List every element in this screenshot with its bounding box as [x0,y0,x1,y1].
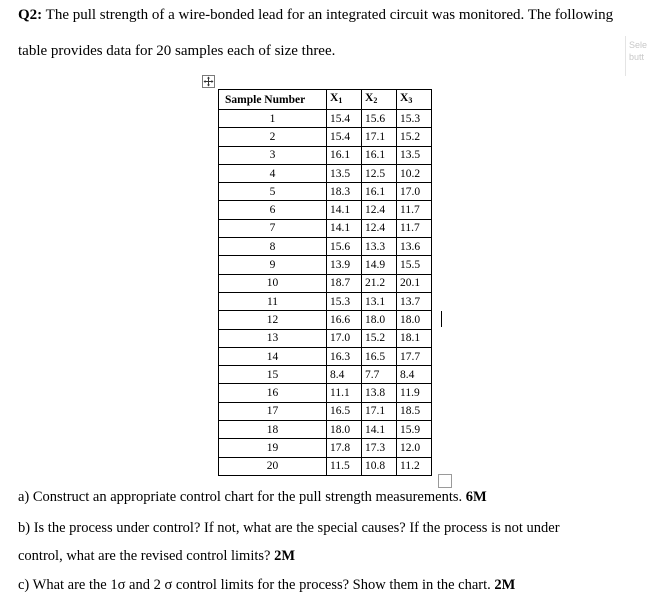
x2-cell: 15.6 [362,110,397,128]
x3-cell: 18.5 [397,402,432,420]
x1-cell: 17.8 [327,439,362,457]
x1-cell: 15.4 [327,128,362,146]
part-b-marks: 2M [274,548,296,564]
sample-number-cell: 13 [219,329,327,347]
x3-cell: 18.1 [397,329,432,347]
table-row [219,164,432,182]
sample-number-cell: 6 [219,201,327,219]
x2-cell: 17.3 [362,439,397,457]
x3-cell: 15.2 [397,128,432,146]
sample-number-cell: 12 [219,311,327,329]
sample-number-cell: 10 [219,274,327,292]
side-hint-line2: butt [629,52,645,62]
part-c [18,576,515,594]
table-row [219,292,432,310]
part-a-marks: 6M [465,489,487,505]
x3-cell: 15.5 [397,256,432,274]
x2-cell: 7.7 [362,366,397,384]
x1-cell: 13.5 [327,164,362,182]
sample-number-cell: 1 [219,110,327,128]
part-a [18,488,487,506]
header-x2-subscript: 2 [373,96,378,105]
x3-cell: 15.9 [397,421,432,439]
table-resize-handle-icon[interactable] [438,474,452,488]
x2-cell: 14.9 [362,256,397,274]
x1-cell: 13.9 [327,256,362,274]
table-row [219,256,432,274]
side-hint-line1: Sele [629,40,647,50]
x1-cell: 16.5 [327,402,362,420]
x3-cell: 11.2 [397,457,432,475]
x1-cell: 18.0 [327,421,362,439]
x3-cell: 11.7 [397,219,432,237]
table-row [219,457,432,475]
x3-cell: 18.0 [397,311,432,329]
header-x3-subscript: 3 [408,96,413,105]
x1-cell: 11.5 [327,457,362,475]
x3-cell: 8.4 [397,366,432,384]
sample-number-cell: 2 [219,128,327,146]
table-row [219,384,432,402]
part-b-line1 [18,519,560,537]
x2-cell: 16.1 [362,146,397,164]
table-row [219,329,432,347]
header-x3 [397,90,432,110]
sample-number-cell: 17 [219,402,327,420]
question-heading-line1 [18,6,613,24]
x1-cell: 16.3 [327,347,362,365]
sample-number-cell: 4 [219,164,327,182]
question-text-line2: table provides data for 20 samples each of size three. [18,43,336,59]
table-row [219,201,432,219]
x1-cell: 14.1 [327,219,362,237]
part-b-text-line1: b) Is the process under control? If not, what are the special causes? If the process is not under [18,520,560,536]
table-row [219,183,432,201]
x2-cell: 13.8 [362,384,397,402]
x3-cell: 12.0 [397,439,432,457]
table-row [219,439,432,457]
part-b-line2 [18,547,295,565]
sample-number-cell: 14 [219,347,327,365]
part-a-text: a) Construct an appropriate control chart for the pull strength measurements. [18,489,466,505]
sample-number-cell: 15 [219,366,327,384]
side-panel-hint [625,36,647,76]
x2-cell: 16.5 [362,347,397,365]
x2-cell: 16.1 [362,183,397,201]
x2-cell: 12.4 [362,201,397,219]
table-row [219,347,432,365]
x1-cell: 16.6 [327,311,362,329]
x1-cell: 8.4 [327,366,362,384]
table-row [219,110,432,128]
x2-cell: 18.0 [362,311,397,329]
x2-cell: 10.8 [362,457,397,475]
x1-cell: 15.4 [327,110,362,128]
header-x1 [327,90,362,110]
question-number: Q2: [18,7,43,23]
x2-cell: 13.1 [362,292,397,310]
x2-cell: 12.4 [362,219,397,237]
question-heading-line2 [18,42,335,60]
x2-cell: 12.5 [362,164,397,182]
header-x3-label: X [400,92,409,104]
sample-number-cell: 18 [219,421,327,439]
x3-cell: 17.0 [397,183,432,201]
x2-cell: 21.2 [362,274,397,292]
x3-cell: 11.9 [397,384,432,402]
table-body [219,110,432,476]
header-x2-label: X [365,92,374,104]
table-move-handle[interactable] [202,75,215,88]
x2-cell: 15.2 [362,329,397,347]
x1-cell: 15.3 [327,292,362,310]
table-header-row [219,90,432,110]
x3-cell: 13.5 [397,146,432,164]
table-row [219,238,432,256]
table-row [219,128,432,146]
part-c-text: c) What are the 1σ and 2 σ control limits for the process? Show them in the chart. [18,577,495,593]
sample-number-cell: 11 [219,292,327,310]
x2-cell: 17.1 [362,402,397,420]
x3-cell: 13.6 [397,238,432,256]
x3-cell: 20.1 [397,274,432,292]
x1-cell: 15.6 [327,238,362,256]
sample-number-cell: 8 [219,238,327,256]
header-x1-subscript: 1 [338,96,343,105]
x1-cell: 18.3 [327,183,362,201]
sample-number-cell: 19 [219,439,327,457]
question-text-line1: The pull strength of a wire-bonded lead for an integrated circuit was monitored. The following [42,7,614,23]
x1-cell: 16.1 [327,146,362,164]
table-row [219,421,432,439]
x1-cell: 14.1 [327,201,362,219]
header-sample-number: Sample Number [219,90,327,110]
x1-cell: 11.1 [327,384,362,402]
header-x2 [362,90,397,110]
text-cursor [441,311,442,327]
table-row [219,311,432,329]
part-b-text-line2: control, what are the revised control limits? [18,548,275,564]
x3-cell: 11.7 [397,201,432,219]
x3-cell: 13.7 [397,292,432,310]
table-row [219,274,432,292]
x2-cell: 14.1 [362,421,397,439]
sample-number-cell: 5 [219,183,327,201]
table-row [219,402,432,420]
part-c-marks: 2M [494,577,516,593]
header-x1-label: X [330,92,339,104]
table-row [219,146,432,164]
x1-cell: 18.7 [327,274,362,292]
sample-number-cell: 20 [219,457,327,475]
x3-cell: 15.3 [397,110,432,128]
x2-cell: 17.1 [362,128,397,146]
x3-cell: 17.7 [397,347,432,365]
sample-number-cell: 7 [219,219,327,237]
sample-number-cell: 3 [219,146,327,164]
x1-cell: 17.0 [327,329,362,347]
table-row [219,366,432,384]
x2-cell: 13.3 [362,238,397,256]
x3-cell: 10.2 [397,164,432,182]
four-arrow-move-icon [203,76,214,87]
sample-number-cell: 16 [219,384,327,402]
sample-number-cell: 9 [219,256,327,274]
table-row [219,219,432,237]
pull-strength-table [218,89,432,476]
